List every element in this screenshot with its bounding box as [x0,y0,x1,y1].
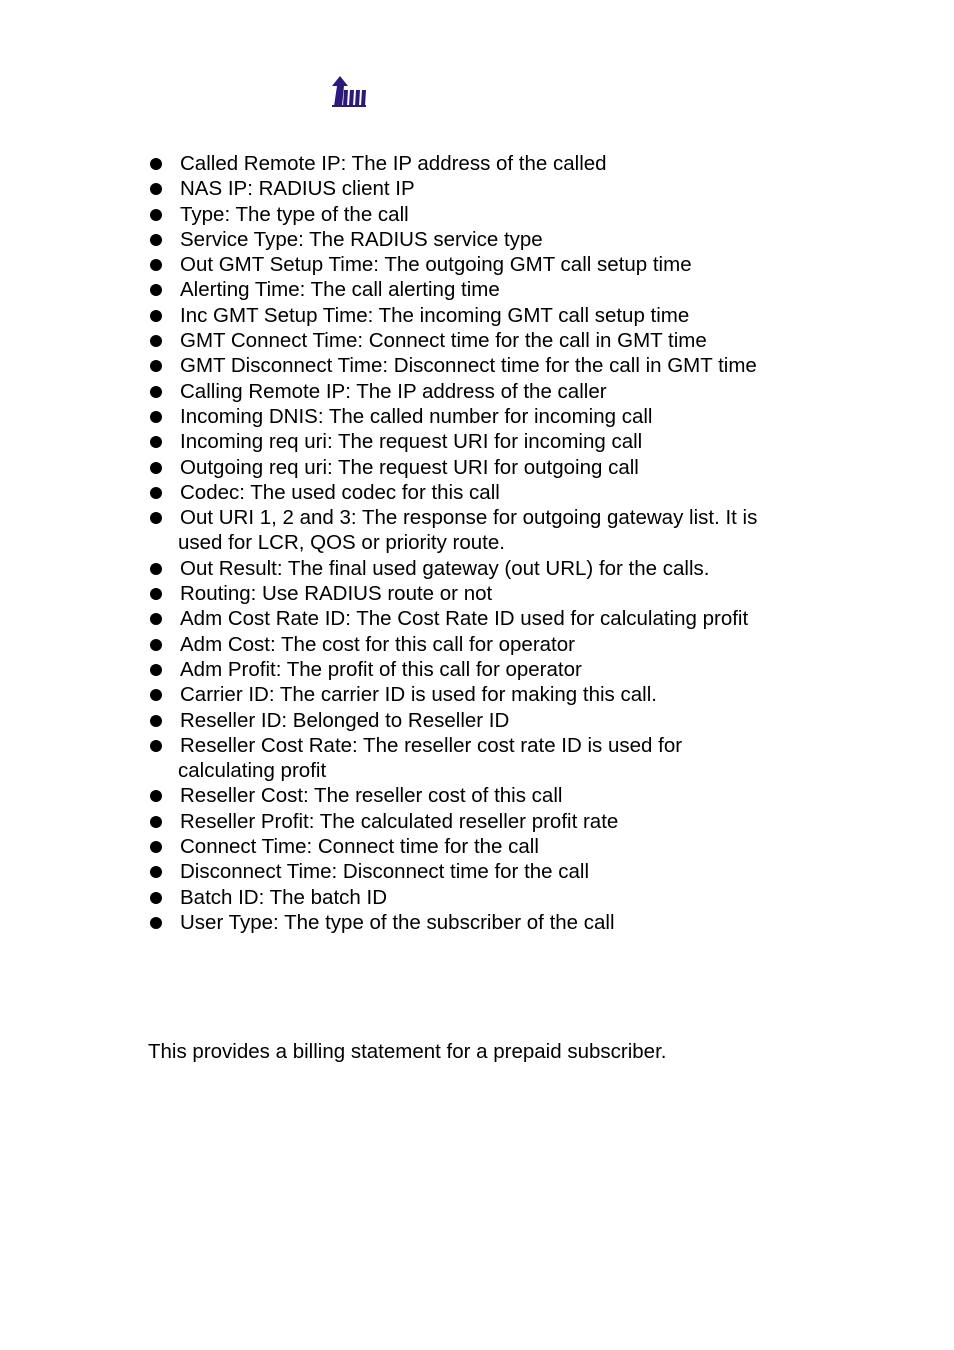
list-item [148,505,828,556]
list-item-text: Inc GMT Setup Time: The incoming GMT call setup time [180,303,690,327]
bullet-icon [150,360,162,372]
list-item-text: Connect Time: Connect time for the call [180,835,539,859]
list-item-continuation: calculating profit [178,759,327,783]
list-item [148,455,828,480]
list-item [148,202,828,227]
bullet-icon [150,639,162,651]
list-item [148,277,828,302]
list-item [148,581,828,606]
list-item [148,783,828,808]
bullet-icon [150,866,162,878]
list-item [148,657,828,682]
list-item-text: Codec: The used codec for this call [180,480,500,504]
list-item [148,176,828,201]
bullet-icon [150,209,162,221]
bullet-icon [150,158,162,170]
list-item [148,151,828,176]
bullet-icon [150,259,162,271]
list-item [148,733,828,784]
bullet-icon [150,284,162,296]
list-item [148,708,828,733]
bullet-icon [150,411,162,423]
list-item [148,682,828,707]
list-item [148,606,828,631]
list-item-text: Disconnect Time: Disconnect time for the call [180,860,590,884]
list-item-text: Adm Profit: The profit of this call for operator [180,657,582,681]
list-item [148,834,828,859]
list-item-text: Routing: Use RADIUS route or not [180,582,493,606]
list-item [148,227,828,252]
list-item-text: Reseller Profit: The calculated reseller profit rate [180,809,619,833]
bullet-icon [150,436,162,448]
bullet-icon [150,183,162,195]
list-item-text: Out Result: The final used gateway (out URL) for the calls. [180,556,710,580]
list-item-text: Alerting Time: The call alerting time [180,278,500,302]
list-item-text: Reseller ID: Belonged to Reseller ID [180,708,510,732]
section-intro-text: This provides a billing statement for a prepaid subscriber. [148,1040,667,1063]
list-item-text: Adm Cost: The cost for this call for operator [180,632,575,656]
list-item [148,632,828,657]
list-item [148,303,828,328]
bullet-icon [150,816,162,828]
bullet-icon [150,917,162,929]
list-item-text: Adm Cost Rate ID: The Cost Rate ID used for calculating profit [180,607,749,631]
list-item-text: Reseller Cost Rate: The reseller cost rate ID is used for [180,733,683,757]
bullet-icon [150,462,162,474]
list-item [148,404,828,429]
bullet-icon [150,740,162,752]
list-item [148,252,828,277]
bullet-icon [150,487,162,499]
bullet-icon [150,715,162,727]
company-logo-icon [331,76,367,108]
bullet-icon [150,664,162,676]
list-item [148,379,828,404]
list-item [148,910,828,935]
list-item-text: Service Type: The RADIUS service type [180,227,543,251]
list-item [148,556,828,581]
list-item-text: Calling Remote IP: The IP address of the caller [180,379,607,403]
list-item-text: Reseller Cost: The reseller cost of this call [180,784,563,808]
list-item-text: User Type: The type of the subscriber of the call [180,910,615,934]
list-item-continuation: used for LCR, QOS or priority route. [178,531,505,555]
list-item [148,480,828,505]
list-item-text: Out URI 1, 2 and 3: The response for outgoing gateway list. It is [180,506,758,530]
list-item [148,353,828,378]
list-item-text: GMT Connect Time: Connect time for the call in GMT time [180,329,707,353]
bullet-icon [150,563,162,575]
list-item-text: Called Remote IP: The IP address of the called [180,152,607,175]
list-item-text: Outgoing req uri: The request URI for outgoing call [180,455,639,479]
list-item [148,328,828,353]
list-item-text: Incoming req uri: The request URI for incoming call [180,430,643,454]
bullet-icon [150,613,162,625]
list-item [148,885,828,910]
bullet-icon [150,386,162,398]
list-item-text: NAS IP: RADIUS client IP [180,177,415,201]
bullet-icon [150,335,162,347]
bullet-icon [150,892,162,904]
bullet-icon [150,512,162,524]
field-description-list [148,151,828,935]
list-item-text: Type: The type of the call [180,202,409,226]
bullet-icon [150,841,162,853]
list-item [148,809,828,834]
list-item-text: Carrier ID: The carrier ID is used for making this call. [180,683,657,707]
bullet-icon [150,310,162,322]
list-item [148,859,828,884]
list-item [148,429,828,454]
list-item-text: Incoming DNIS: The called number for incoming call [180,404,653,428]
list-item-text: Out GMT Setup Time: The outgoing GMT call setup time [180,253,692,277]
bullet-icon [150,790,162,802]
bullet-icon [150,234,162,246]
bullet-icon [150,588,162,600]
list-item-text: GMT Disconnect Time: Disconnect time for the call in GMT time [180,354,757,378]
bullet-icon [150,689,162,701]
list-item-text: Batch ID: The batch ID [180,885,388,909]
